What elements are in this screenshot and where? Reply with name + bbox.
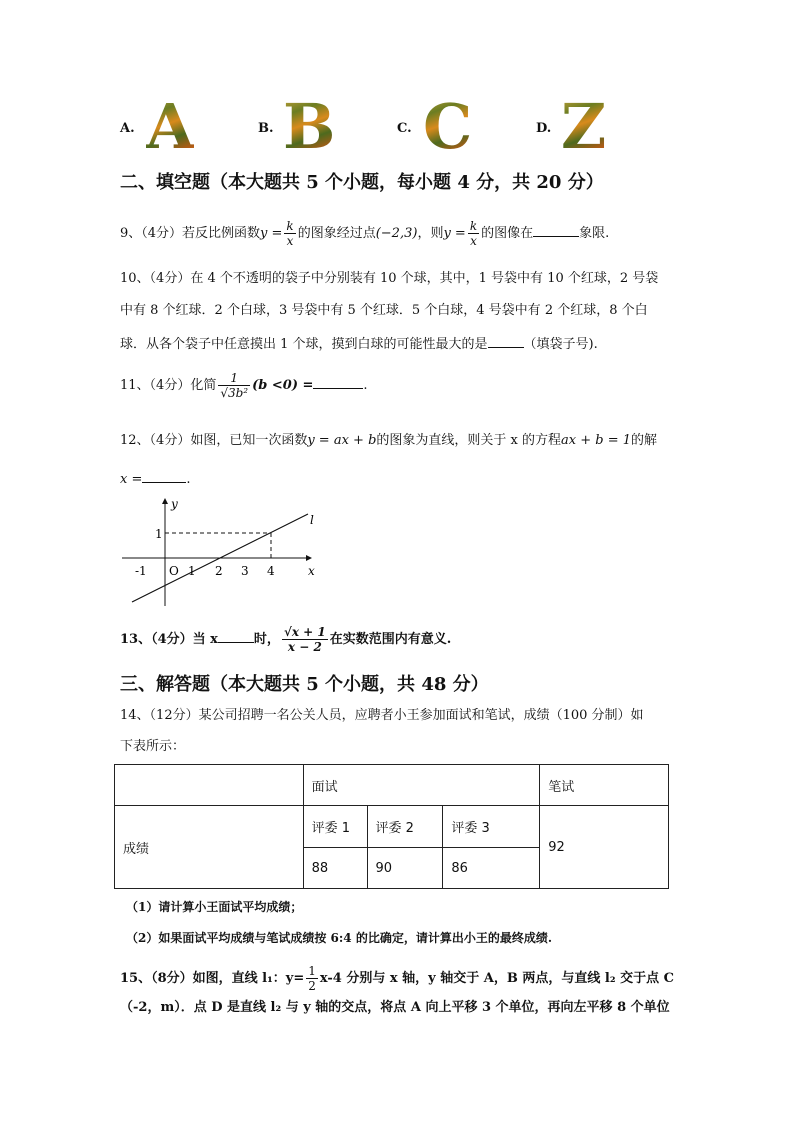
q9-y1: y = [260,226,283,241]
q12-mid: 的图象为直线，则关于 x 的方程 [376,433,561,448]
option-d-letter-image: Z [561,90,607,163]
q15-fraction [306,964,318,993]
q15-prefix: 15、（8分）如图，直线 l₁：y= [120,971,305,986]
question-15 [120,964,674,993]
judge-1: 评委 1 [303,806,367,848]
x-axis-label: x [308,564,315,578]
question-9 [120,219,609,248]
option-c-label: C. [397,121,412,136]
q10-line-3b: （填袋子号). [523,337,598,352]
q10-line-2: 中有 8 个红球．2 个白球，3 号袋中有 5 个红球．5 个白球，4 号袋中有 2 个红球，8 个白 [120,303,648,318]
x-tick-4: 4 [267,564,275,578]
origin-label: O [169,564,179,578]
q11-prefix: 11、（4分）化简 [120,378,217,393]
q12-x: x = [120,472,143,487]
q9-answer-blank [533,224,579,237]
q12-end: 的解 [631,433,658,448]
written-score: 92 [540,806,669,889]
q9-suffix: 的图像在 [481,226,534,241]
q13-answer-blank [218,630,254,643]
q14-line-1: 14、（12分）某公司招聘一名公关人员，应聘者小王参加面试和笔试，成绩（100 分制）如 [120,708,644,723]
q14-sub-2: （2）如果面试平均成绩与笔试成绩按 6:4 的比确定，请计算出小王的最终成绩. [126,931,553,945]
q9-prefix: 9、（4分）若反比例函数 [120,226,261,241]
score-judge-2: 90 [367,848,443,889]
y-axis-arrow-icon [162,498,168,504]
q11-den: √3b² [220,386,249,400]
q13-mid: 时， [253,632,280,647]
q12-fn: y = ax + b [307,433,377,448]
q9-end: 象限. [579,226,610,241]
q15-num: 1 [308,964,316,978]
q13-fraction [282,625,328,654]
judge-3: 评委 3 [443,806,540,848]
header-interview: 面试 [303,765,540,806]
y-axis-label: y [171,497,178,511]
q15-rest: x-4 分别与 x 轴，y 轴交于 A，B 两点，与直线 l₂ 交于点 C [319,971,674,986]
q12-line-2 [120,470,191,486]
q12-graph [118,492,328,612]
q14-sub-1: （1）请计算小王面试平均成绩； [126,900,303,914]
option-d-label: D. [536,121,552,136]
option-a-letter-image: A [146,90,195,163]
table-corner [115,765,304,806]
q12-answer-blank [142,470,186,483]
x-tick-1: 1 [188,564,196,578]
q9-y2: y = [443,226,466,241]
q9-point: (−2,3) [375,226,418,241]
x-axis-arrow-icon [306,555,312,561]
score-judge-1: 88 [303,848,367,889]
q9-num: k [286,219,294,233]
q11-fraction [218,371,250,400]
q11-num: 1 [218,371,250,386]
question-11 [120,371,368,400]
q9-num-2: k [469,219,478,233]
option-b-letter-image: B [283,90,336,163]
q15-line-2: （-2，m）．点 D 是直线 l₂ 与 y 轴的交点，将点 A 向上平移 3 个单位，再向左平移 8 个单位 [120,1000,670,1015]
q9-mid: 的图象经过点 [297,226,376,241]
q10-line-3 [120,335,598,351]
judge-2: 评委 2 [367,806,443,848]
line-label: l [310,513,314,527]
section-3-title: 三、解答题（本大题共 5 个小题，共 48 分） [120,674,489,695]
q9-fraction [284,219,295,248]
x-tick-2: 2 [215,564,223,578]
q12-line2-end: . [186,472,191,487]
question-12 [120,434,657,447]
q14-line-2: 下表所示： [120,739,186,754]
q13-den: x − 2 [287,640,322,654]
q15-den: 2 [308,979,316,993]
q9-fraction-2 [468,219,479,248]
section-2-title: 二、填空题（本大题共 5 个小题，每小题 4 分，共 20 分） [120,172,604,193]
q11-answer-blank [313,376,363,389]
q10-line-1: 10、（4分）在 4 个不透明的袋子中分别装有 10 个球，其中，1 号袋中有 10 个红球，2 号袋 [120,271,659,286]
q12-prefix: 12、（4分）如图，已知一次函数 [120,433,308,448]
q9-den: x [286,234,294,248]
row-label-score: 成绩 [115,806,304,889]
q9-mid2: ，则 [417,226,444,241]
y-tick-1: 1 [155,527,163,541]
option-b-label: B. [258,121,274,136]
q12-eq: ax + b = 1 [561,433,631,448]
q11-cond: (b <0) = [252,378,314,393]
q10-answer-blank [488,335,524,348]
q10-line-3a: 球．从各个袋子中任意摸出 1 个球，摸到白球的可能性最大的是 [120,337,488,352]
q9-den-2: x [470,234,477,248]
question-13 [120,625,451,654]
score-judge-3: 86 [443,848,540,889]
q13-end: 在实数范围内有意义. [329,632,452,647]
header-written: 笔试 [540,765,669,806]
q11-end: . [363,378,368,393]
x-tick-neg1: -1 [135,564,147,578]
q13-num: √x + 1 [283,625,326,639]
q13-prefix: 13、（4分）当 x [120,632,218,647]
score-table [114,764,669,889]
option-c-letter-image: C [423,90,473,163]
option-a-label: A. [120,121,135,136]
x-tick-3: 3 [241,564,249,578]
